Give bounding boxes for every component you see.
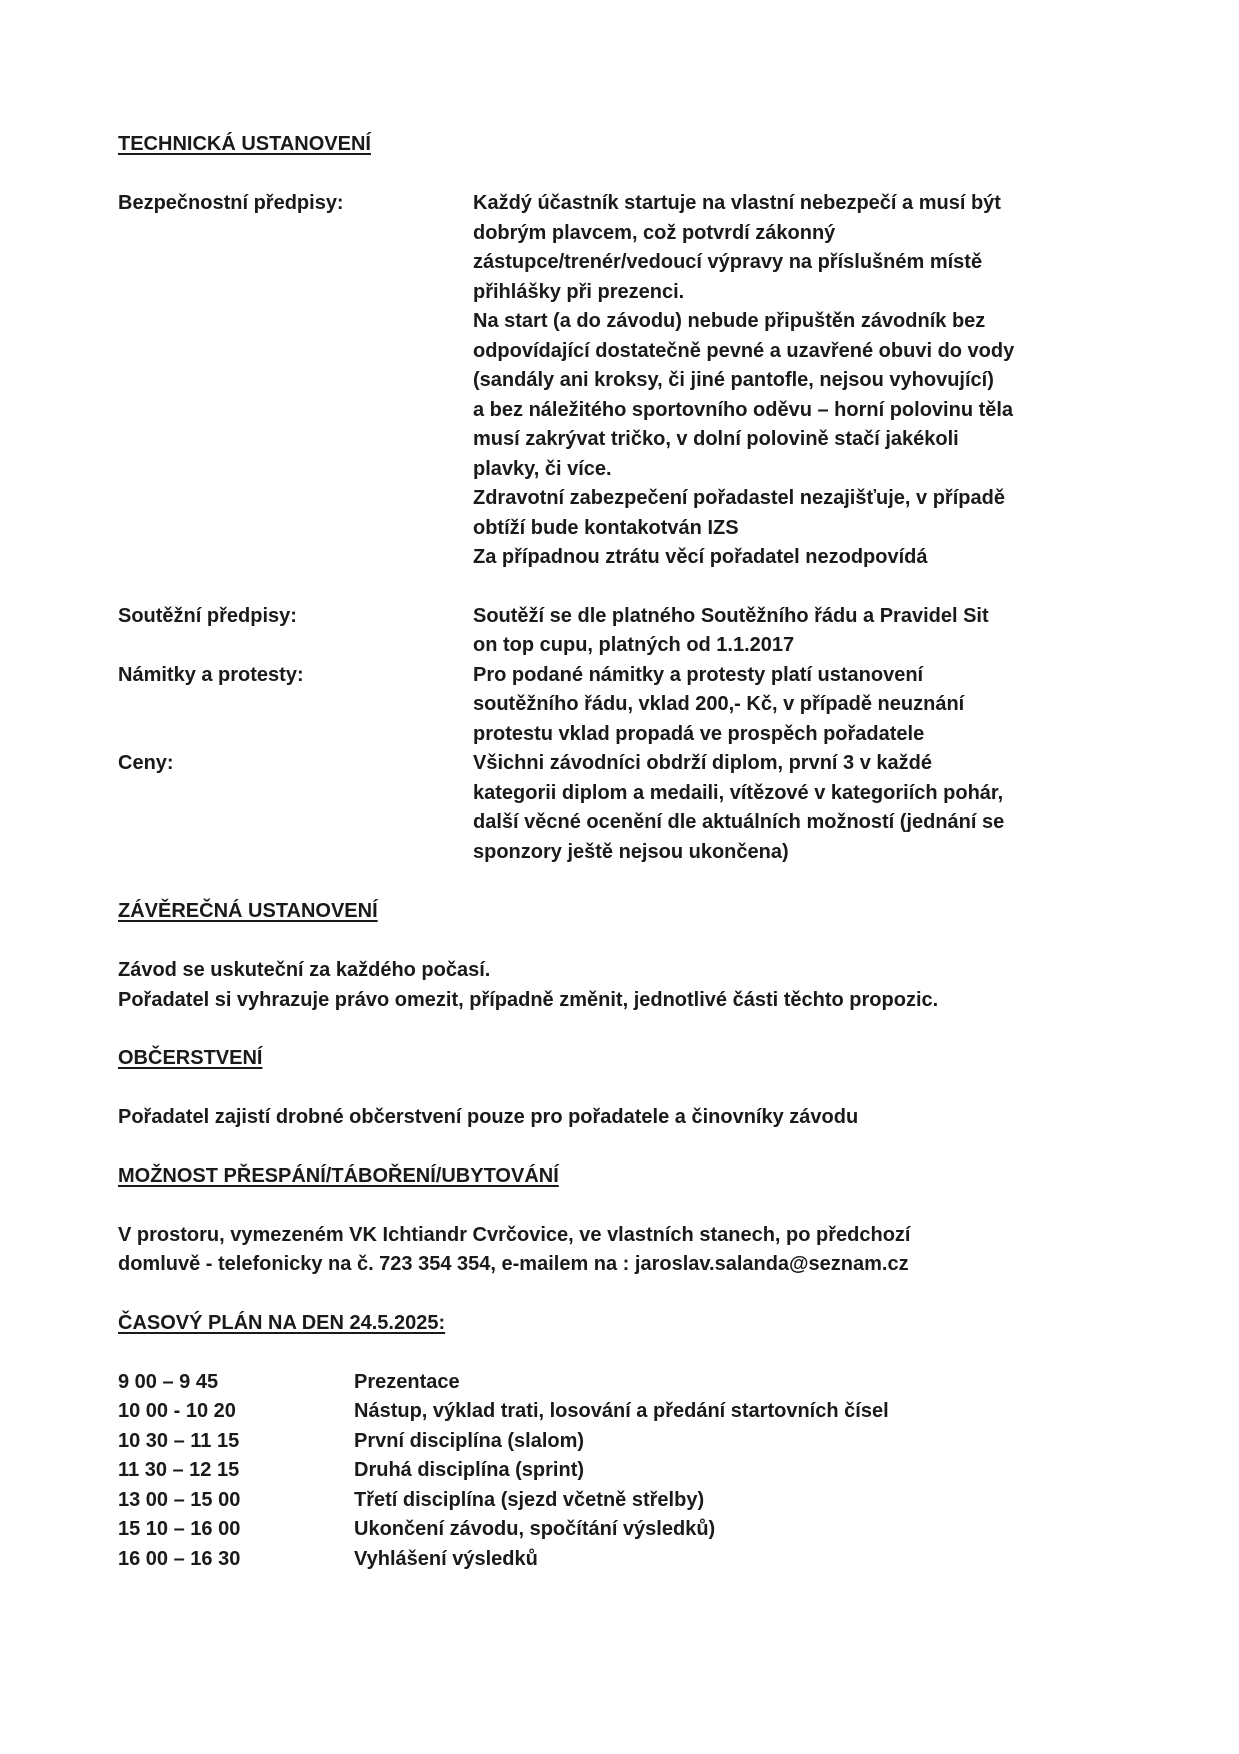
section-heading-accommodation: MOŽNOST PŘESPÁNÍ/TÁBOŘENÍ/UBYTOVÁNÍ [118, 1164, 559, 1187]
schedule-row [118, 1486, 1128, 1516]
text-line: Pořadatel si vyhrazuje právo omezit, případně změnit, jednotlivé části těchto propozic. [118, 988, 939, 1011]
schedule-time: 16 00 – 16 30 [118, 1547, 241, 1570]
def-label: Ceny: [118, 752, 174, 774]
text-line: dobrým plavcem, což potvrdí zákonný [473, 221, 836, 244]
schedule-list [118, 1368, 1128, 1575]
section-heading-final: ZÁVĚREČNÁ USTANOVENÍ [118, 900, 378, 922]
text-line: Závod se uskuteční za každého počasí. [118, 959, 491, 981]
text-line: plavky, či více. [473, 457, 612, 480]
def-row-safety [118, 189, 1128, 573]
schedule-activity: Prezentace [354, 1370, 460, 1393]
schedule-time: 11 30 – 12 15 [118, 1459, 240, 1481]
schedule-time: 15 10 – 16 00 [118, 1518, 241, 1540]
text-line: zástupce/trenér/vedoucí výpravy na příslušném místě [473, 251, 983, 273]
text-line: Každý účastník startuje na vlastní nebezpečí a musí být [473, 192, 1001, 214]
def-value [473, 661, 1128, 750]
def-row-prizes [118, 749, 1128, 867]
text-line: Na start (a do závodu) nebude připuštěn závodník bez [473, 310, 986, 332]
technical-definitions [118, 189, 1128, 867]
schedule-row [118, 1515, 1128, 1545]
schedule-activity: Ukončení závodu, spočítání výsledků) [354, 1518, 716, 1540]
text-line: musí zakrývat tričko, v dolní polovině stačí jakékoli [473, 428, 959, 450]
text-line: domluvě - telefonicky na č. 723 354 354, e-mailem na : jaroslav.salanda@seznam.cz [118, 1253, 909, 1275]
text-line: Pořadatel zajistí drobné občerstvení pouze pro pořadatele a činovníky závodu [118, 1106, 859, 1128]
schedule-time: 10 00 - 10 20 [118, 1400, 236, 1422]
def-label: Bezpečnostní předpisy: [118, 192, 344, 214]
section-heading-technical: TECHNICKÁ USTANOVENÍ [118, 133, 371, 155]
text-line: (sandály ani kroksy, či jiné pantofle, nejsou vyhovující) [473, 369, 994, 391]
def-value [473, 602, 1128, 661]
def-label: Námitky a protesty: [118, 663, 304, 686]
text-line: sponzory ještě nejsou ukončena) [473, 840, 789, 863]
text-line: a bez náležitého sportovního oděvu – horní polovinu těla [473, 398, 1014, 421]
text-line: kategorii diplom a medaili, vítězové v kategoriích pohár, [473, 781, 1004, 804]
text-line: on top cupu, platných od 1.1.2017 [473, 634, 795, 656]
schedule-row [118, 1368, 1128, 1398]
def-value [473, 749, 1128, 867]
schedule-row [118, 1397, 1128, 1427]
schedule-time: 10 30 – 11 15 [118, 1429, 240, 1452]
schedule-time: 9 00 – 9 45 [118, 1370, 219, 1393]
schedule-activity: Třetí disciplína (sjezd včetně střelby) [354, 1488, 705, 1511]
def-label: Soutěžní předpisy: [118, 604, 297, 627]
schedule-time: 13 00 – 15 00 [118, 1488, 241, 1511]
schedule-activity: Vyhlášení výsledků [354, 1547, 538, 1570]
text-line: další věcné ocenění dle aktuálních možností (jednání se [473, 811, 1005, 833]
text-line: Za případnou ztrátu věcí pořadatel nezodpovídá [473, 546, 928, 568]
section-heading-refreshment: OBČERSTVENÍ [118, 1047, 263, 1069]
def-row-competition-rules [118, 602, 1128, 661]
schedule-row [118, 1427, 1128, 1457]
text-line: Zdravotní zabezpečení pořadastel nezajišťuje, v případě [473, 487, 1005, 509]
schedule-activity: První disciplína (slalom) [354, 1429, 585, 1452]
final-paragraph [118, 956, 1128, 1015]
def-value [473, 189, 1128, 573]
schedule-activity: Nástup, výklad trati, losování a předání startovních čísel [354, 1400, 889, 1422]
text-line: Soutěží se dle platného Soutěžního řádu a Pravidel Sit [473, 604, 989, 627]
text-line: přihlášky při prezenci. [473, 280, 685, 303]
document-page [118, 130, 1128, 1574]
text-line: soutěžního řádu, vklad 200,- Kč, v případě neuznání [473, 693, 965, 715]
schedule-activity: Druhá disciplína (sprint) [354, 1459, 585, 1481]
schedule-row [118, 1456, 1128, 1486]
accommodation-paragraph [118, 1221, 1128, 1280]
text-line: obtíží bude kontakotván IZS [473, 516, 739, 539]
text-line: Pro podané námitky a protesty platí ustanovení [473, 663, 924, 686]
def-row-protests [118, 661, 1128, 750]
text-line: odpovídající dostatečně pevné a uzavřené obuvi do vody [473, 339, 1015, 362]
section-heading-schedule: ČASOVÝ PLÁN NA DEN 24.5.2025: [118, 1311, 446, 1334]
refreshment-paragraph [118, 1103, 1128, 1133]
schedule-row [118, 1545, 1128, 1575]
text-line: protestu vklad propadá ve prospěch pořadatele [473, 722, 925, 745]
text-line: V prostoru, vymezeném VK Ichtiandr Cvrčovice, ve vlastních stanech, po předchozí [118, 1223, 911, 1246]
text-line: Všichni závodníci obdrží diplom, první 3 v každé [473, 752, 932, 774]
